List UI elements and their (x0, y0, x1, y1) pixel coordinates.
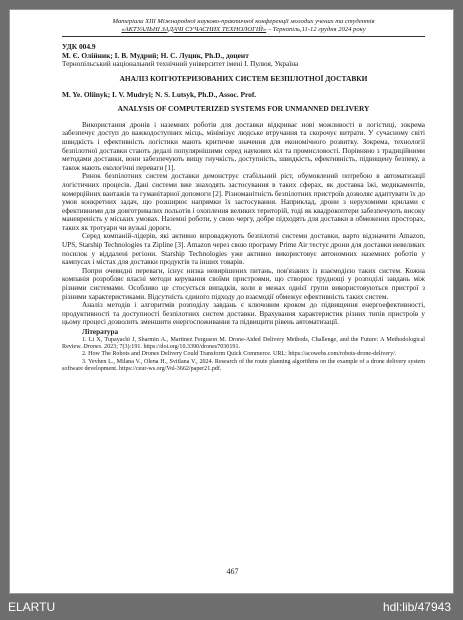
reference-text: 2. How The Robots and Drones Delivery Could Transform Quick Commerce. URL: https://acowebs.com/robots-drone-delivery/. (82, 351, 397, 358)
body-paragraph: Серед компаній-лідерів, які активно впроваджують безпілотні системи доставки, варто відзначити Amazon, UPS, Starship Technologies та Zipline [3]. Amazon через свою програму Prime Air тестує дрони для доставки невеликих посилок у віддалені регіони. Starship Technologies уже активно використовує автономних наземних роботів у кампусах і містах для доставки продуктів та інших товарів. (62, 232, 425, 267)
reference-item (62, 351, 425, 358)
title-ukrainian: АНАЛІЗ КОП'ЮТЕРИЗОВАНИХ СИСТЕМ БЕЗПІЛОТНОЇ ДОСТАВКИ (119, 73, 368, 83)
header-conference-name: «АКТУАЛЬНІ ЗАДАЧІ СУЧАСНИХ ТЕХНОЛОГІЙ» (121, 25, 267, 33)
page-number: 467 (226, 567, 239, 576)
reference-text: 3. Yevhen L., Milana V., Olena H., Svitlana V., 2024. Research of the route planning algorithms on the example of a drone delivery system software development. https://ceur-ws.org/Vol-3662/paper21.pdf. (62, 358, 425, 373)
reference-text: . 2023; 7(3):191. https://doi.org/10.3390/drones7030191. (100, 344, 241, 350)
reference-item (62, 337, 425, 352)
header-line-2 (62, 26, 425, 34)
viewer-footer-bar (0, 596, 463, 620)
udc-code: УДК 004.9 (62, 42, 96, 52)
affiliation: Тернопільський національний технічний університет імені І. Пулюя, Україна (62, 60, 299, 69)
literature-heading: Література (82, 328, 119, 336)
reference-list (62, 337, 425, 374)
title-english: ANALYSIS OF COMPUTERIZED SYSTEMS FOR UNMANNED DELIVERY (117, 104, 370, 114)
conference-header (62, 18, 425, 33)
authors-ukrainian: М. Є. Олійник; І. В. Мудрий; Н. С. Луцик, Ph.D., доцент (62, 50, 249, 60)
body-paragraph: Ринок безпілотних систем доставки демонструє стабільний ріст, обумовлений потребою в автоматизації логістичних процесів. Дані системи вже знаходять застосування в таких сферах, як доставка їжі, медикаментів, комерційних вантажів та гуманітарної допомоги [2]. Різноманітність безпілотних пристроїв дозволяє адаптувати їх до умов конкретних задач, що розширює напрямки їх застосування. Наприклад, дрони з нерухомими крилами є ефективними для довготривалих польотів і охоплення великих територій, тоді як квадрокоптери забезпечують високу маневреність у міських умовах. Наземні роботи, у свою чергу, добре підходять для доставки в обмежених просторах, таких як тротуари чи вузькі дороги. (62, 172, 425, 232)
reference-text: 1. Li X, Tupayachi J, Sharmin A., Martinez Ferguson M. Drone-Aided Delivery Methods, Challenge, and the Future: A Methodological Review. (62, 336, 425, 350)
body-paragraph: Аналіз методів і алгоритмів розподілу завдань є ключовим кроком до підвищення енергоефективності, продуктивності та доступності безпілотних систем доставки. Врахування характеристик різних типів пристроїв у цьому процесі дозволить зменшити енергоспоживання та підвищити рівень автоматизації. (62, 301, 425, 327)
header-line-1: Матеріали XIII Міжнародної науково-практичної конференції молодих учених та студентів (112, 18, 375, 25)
header-rule (62, 36, 425, 37)
authors-english: M. Ye. Oliinyk; I. V. Mudryi; N. S. Lutsyk, Ph.D., Assoc. Prof. (62, 89, 257, 99)
body-paragraph: Використання дронів і наземних роботів для доставки відкриває нові можливості в логістиці, зокрема забезпечує доступ до важкодоступних місць, мінімізує людське втручання та скорочує витрати. У сучасному світі швидкість і ефективність логістики мають критичне значення для економічного розвитку. Зокрема, технології безпілотної доставки стають дедалі популярнішими серед наукових кіл та промисловості. Порівняно з традиційними методами доставки, вони забезпечують вищу гнучкість, доступність, швидкість, ефективність, підвищену безпеку, а також мають екологічні переваги [1]. (62, 120, 425, 172)
reference-item (62, 359, 425, 374)
reference-journal: Drones (83, 344, 101, 350)
handle-id: hdl:lib/47943 (382, 600, 451, 614)
header-place-date: – Тернопіль,11-12 грудня 2024 року (266, 25, 366, 33)
page-content (62, 18, 425, 374)
body-paragraph: Попри очевидні переваги, існує низка невирішених питань, пов'язаних із взаємодією таких систем. Кожна компанія розробляє власні методи керування своїми пристроями, що створює труднощі у розподілі завдань між різними системами. Особливо це стосується випадків, коли в межах однієї групи використовуються пристрої з різними характеристиками. Відсутність єдиного підходу до взаємодії обмежує ефективність таких систем. (62, 266, 425, 301)
repository-name: ELARTU (8, 600, 56, 614)
document-page (9, 9, 454, 594)
